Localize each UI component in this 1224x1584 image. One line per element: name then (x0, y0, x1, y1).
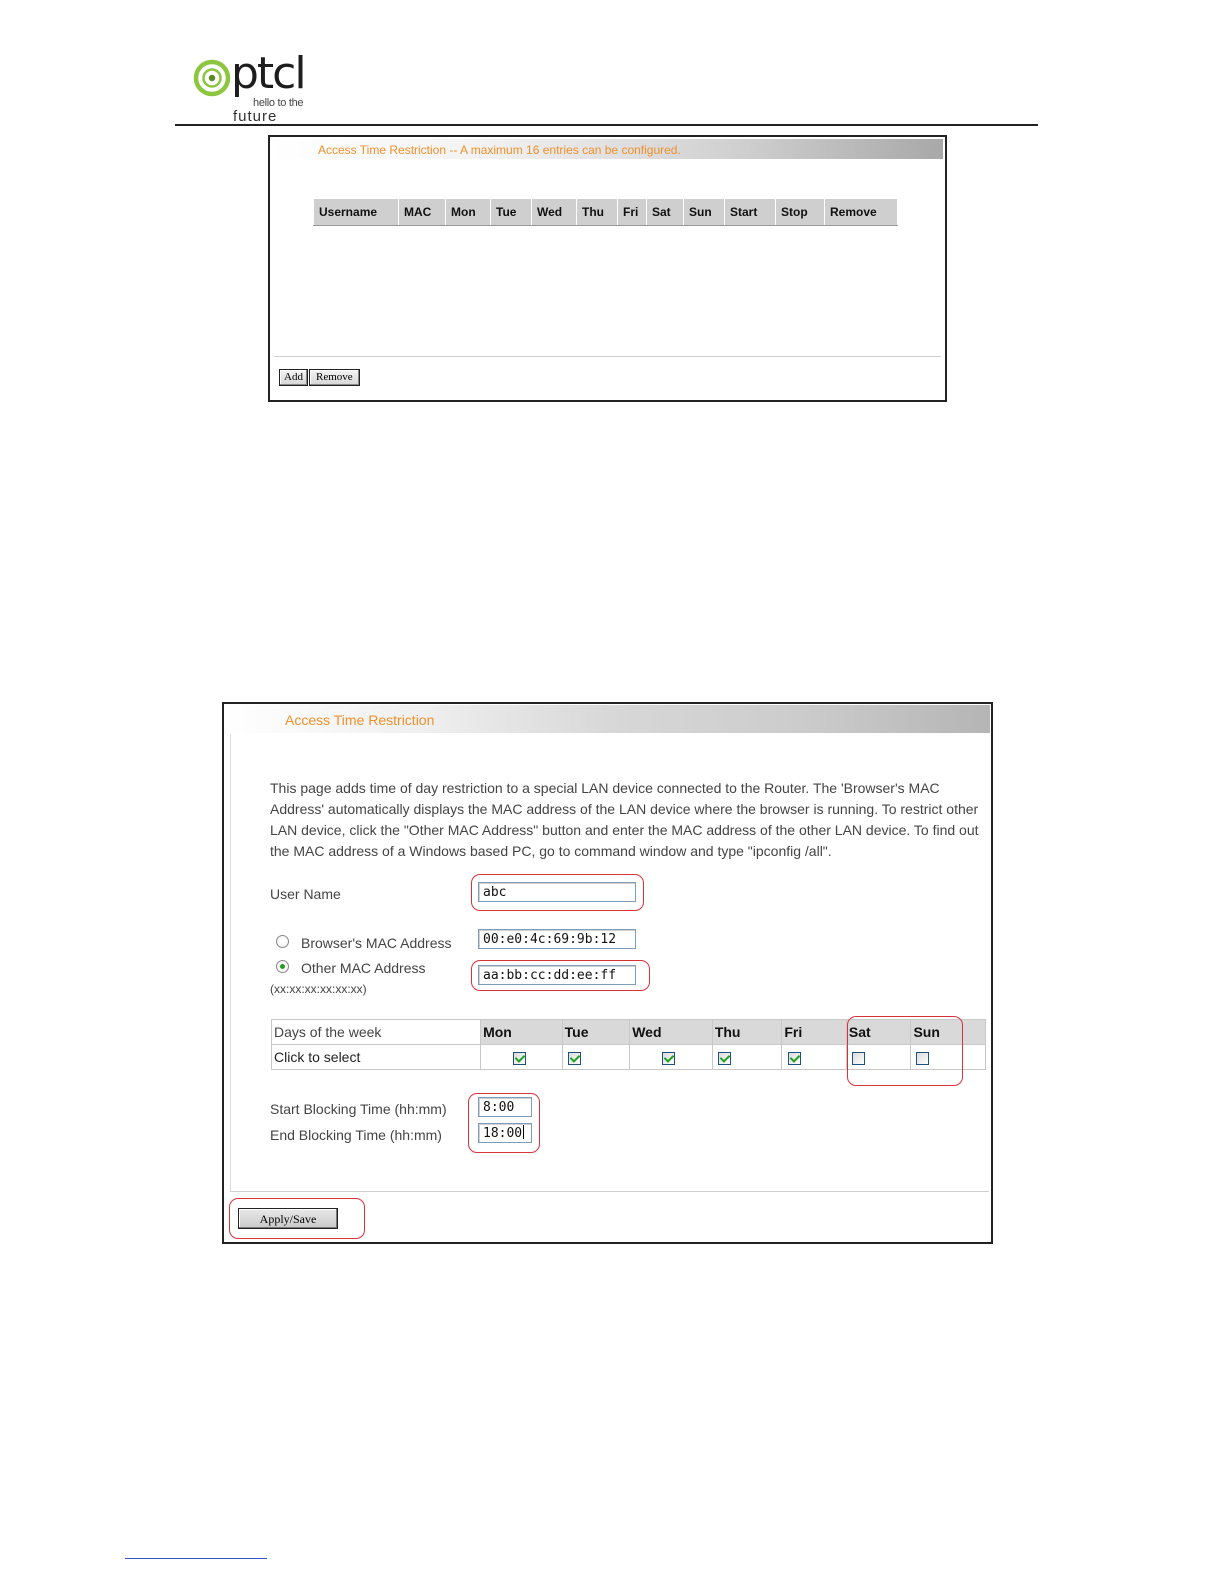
table-header-row (314, 199, 898, 226)
browser-mac-input: 00:e0:4c:69:9b:12 (478, 929, 636, 949)
column-header: MAC (399, 199, 446, 226)
panel-header (225, 705, 990, 733)
column-header: Thu (577, 199, 618, 226)
day-header-thu: Thu (712, 1020, 782, 1045)
highlight-annotation (471, 874, 644, 911)
page-description: This page adds time of day restriction to a special LAN device connected to the Router. The 'Browser's MAC Address' automatically displays the MAC address of the LAN device where the browser is running. To restrict other LAN device, click the "Other MAC Address" button and enter the MAC address of the other LAN device. To find out the MAC address of a Windows based PC, go to command window and type "ipconfig /all". (270, 780, 979, 859)
header-divider (175, 124, 1038, 126)
start-time-input[interactable]: 8:00 (478, 1097, 532, 1117)
logo-tagline: hello to the (253, 97, 304, 109)
logo-brand-text: ptcl (231, 48, 305, 99)
add-button[interactable]: Add (279, 369, 308, 386)
access-time-form-panel (222, 702, 993, 1244)
browser-mac-label: Browser's MAC Address (301, 935, 452, 951)
apply-save-button[interactable]: Apply/Save (238, 1208, 338, 1229)
day-checkbox-fri[interactable] (788, 1052, 801, 1065)
day-header-sat: Sat (846, 1020, 911, 1045)
user-name-label: User Name (270, 886, 341, 902)
end-time-value: 18:00 (483, 1126, 523, 1141)
logo-tagline-future: future (233, 108, 278, 125)
end-time-label: End Blocking Time (hh:mm) (270, 1127, 442, 1143)
column-header: Sun (684, 199, 725, 226)
column-header: Start (725, 199, 776, 226)
ptcl-swirl-icon (193, 56, 233, 100)
column-header: Stop (776, 199, 825, 226)
highlight-annotation (468, 1093, 540, 1153)
column-header: Fri (618, 199, 647, 226)
day-header-mon: Mon (481, 1020, 563, 1045)
other-mac-input[interactable]: aa:bb:cc:dd:ee:ff (478, 965, 636, 985)
other-mac-label: Other MAC Address (301, 960, 426, 976)
user-name-input[interactable]: abc (478, 882, 636, 902)
panel-title: Access Time Restriction (285, 712, 435, 728)
column-header: Mon (446, 199, 491, 226)
column-header: Tue (491, 199, 532, 226)
footer-link-rule[interactable] (125, 1558, 267, 1559)
day-checkbox-thu[interactable] (718, 1052, 731, 1065)
highlight-annotation (229, 1198, 365, 1239)
column-header: Wed (532, 199, 577, 226)
panel-header (272, 139, 943, 159)
column-header: Sat (647, 199, 684, 226)
start-time-label: Start Blocking Time (hh:mm) (270, 1101, 447, 1117)
ptcl-logo (193, 50, 323, 125)
column-header: Remove (825, 199, 898, 226)
other-mac-radio[interactable] (276, 960, 289, 973)
day-checkbox-mon[interactable] (513, 1052, 526, 1065)
access-time-list-panel (268, 135, 947, 402)
highlight-annotation (847, 1016, 963, 1086)
rules-table (313, 198, 898, 226)
divider (274, 356, 941, 357)
divider (230, 1191, 989, 1192)
highlight-annotation (471, 960, 650, 991)
day-header-fri: Fri (782, 1020, 847, 1045)
day-header-tue: Tue (562, 1020, 630, 1045)
remove-button[interactable]: Remove (309, 369, 360, 386)
day-checkbox-wed[interactable] (662, 1052, 675, 1065)
days-row-label: Click to select (272, 1045, 481, 1070)
panel-title: Access Time Restriction -- A maximum 16 entries can be configured. (318, 143, 681, 157)
left-divider (230, 734, 231, 1192)
day-checkbox-tue[interactable] (568, 1052, 581, 1065)
mac-format-hint: (xx:xx:xx:xx:xx:xx) (270, 982, 367, 996)
days-header-label: Days of the week (272, 1020, 481, 1045)
browser-mac-radio[interactable] (276, 935, 289, 948)
day-header-wed: Wed (630, 1020, 713, 1045)
day-header-sun: Sun (911, 1020, 986, 1045)
column-header: Username (314, 199, 399, 226)
